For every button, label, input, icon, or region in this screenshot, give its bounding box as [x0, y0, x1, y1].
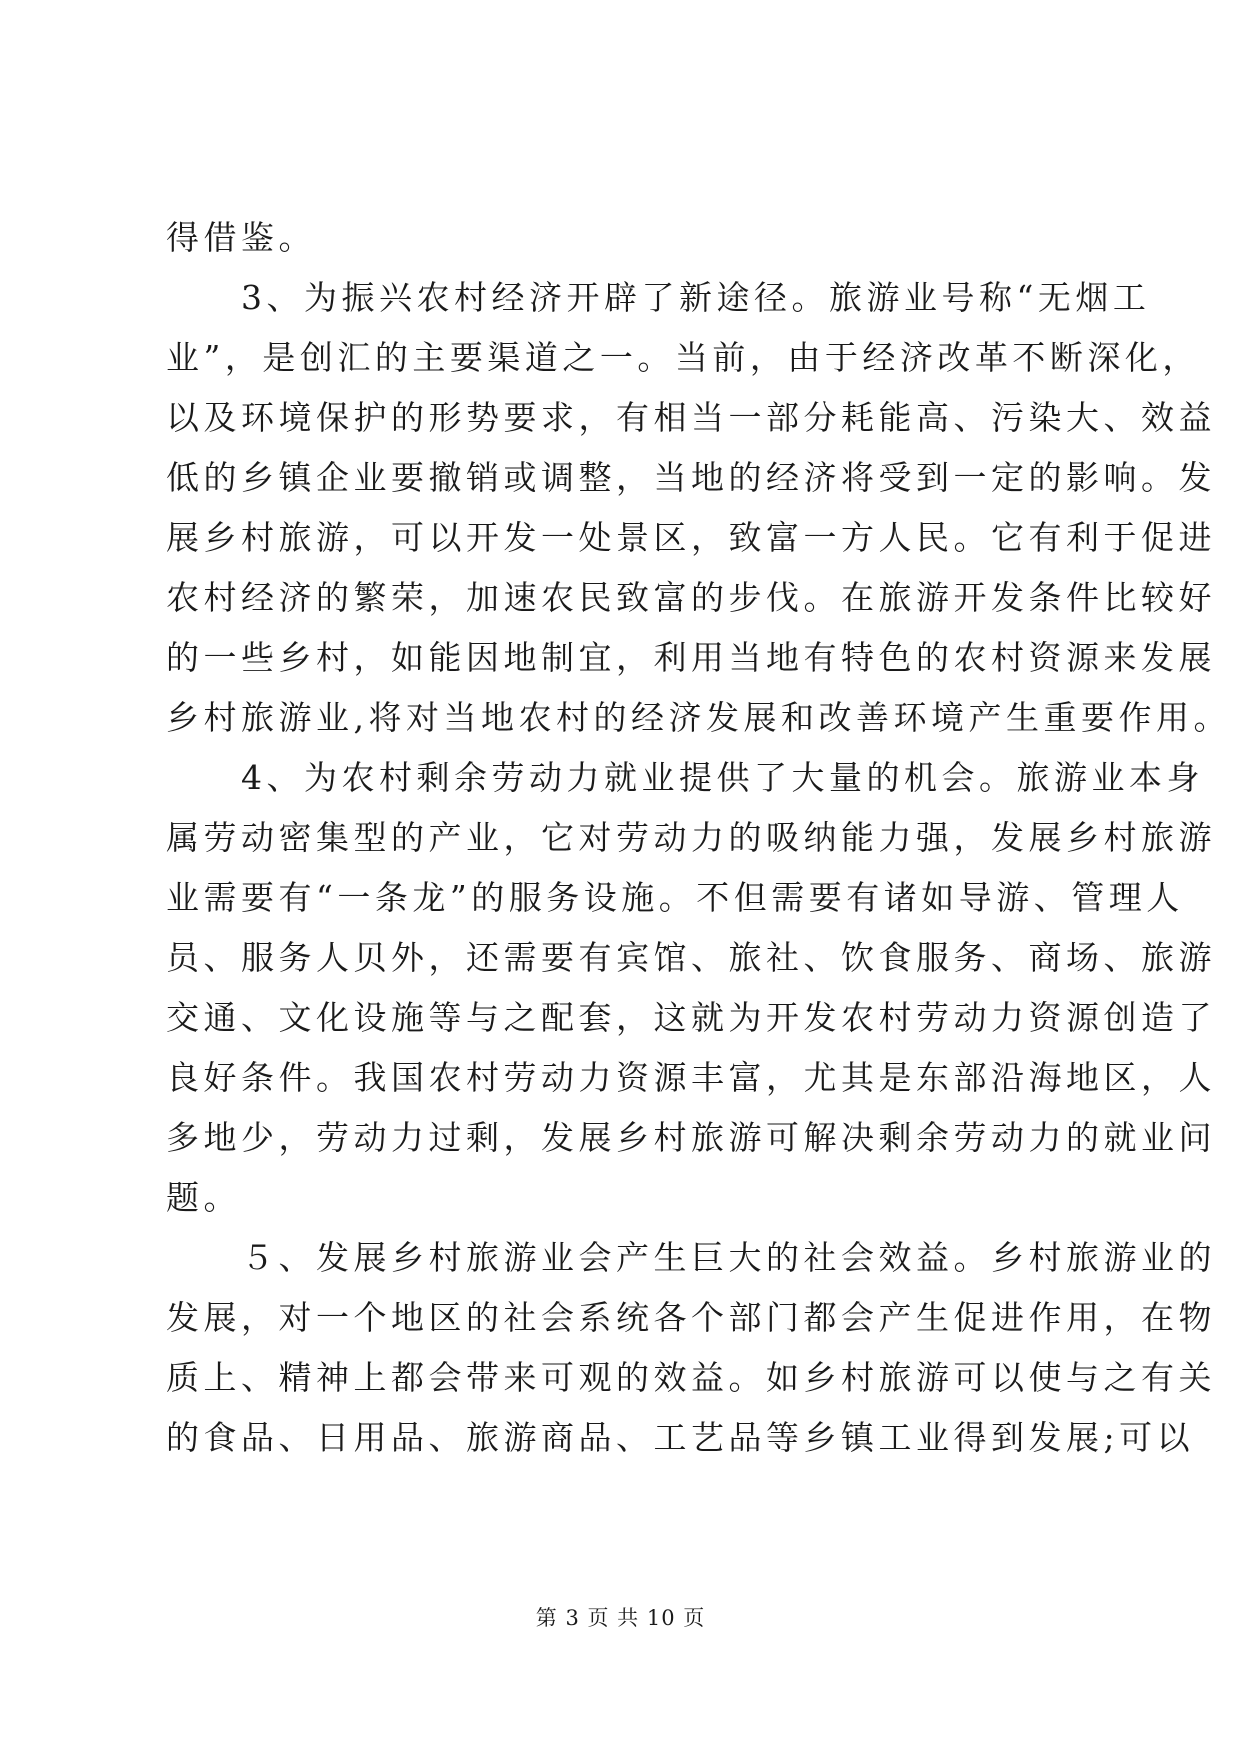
- text-line: 4、为农村剩余劳动力就业提供了大量的机会。旅游业本身: [166, 758, 1204, 797]
- text-line: 多地少，劳动力过剩，发展乡村旅游可解决剩余劳动力的就业问: [166, 1118, 1216, 1157]
- text-line: 交通、文化设施等与之配套，这就为开发农村劳动力资源创造了: [166, 998, 1216, 1037]
- text-line: 得借鉴。: [166, 218, 316, 257]
- text-line: 以及环境保护的形势要求，有相当一部分耗能高、污染大、效益: [166, 398, 1216, 437]
- text-line: 的食品、日用品、旅游商品、工艺品等乡镇工业得到发展;可以: [166, 1418, 1195, 1457]
- text-line: 属劳动密集型的产业，它对劳动力的吸纳能力强，发展乡村旅游: [166, 818, 1216, 857]
- text-line: 员、服务人贝外，还需要有宾馆、旅社、饮食服务、商场、旅游: [166, 938, 1216, 977]
- text-line: 的一些乡村，如能因地制宜，利用当地有特色的农村资源来发展: [166, 638, 1216, 677]
- text-line: 低的乡镇企业要撤销或调整，当地的经济将受到一定的影响。发: [166, 458, 1216, 497]
- text-line: 3、为振兴农村经济开辟了新途径。旅游业号称“无烟工: [166, 278, 1151, 317]
- text-line: 业”，是创汇的主要渠道之一。当前，由于经济改革不断深化，: [166, 338, 1200, 377]
- text-line: 良好条件。我国农村劳动力资源丰富，尤其是东部沿海地区，人: [166, 1058, 1216, 1097]
- text-line: 农村经济的繁荣，加速农民致富的步伐。在旅游开发条件比较好: [166, 578, 1216, 617]
- text-line: 题。: [166, 1178, 241, 1217]
- text-line: 展乡村旅游，可以开发一处景区，致富一方人民。它有利于促进: [166, 518, 1216, 557]
- page-number-footer: 第 3 页 共 10 页: [535, 1606, 706, 1630]
- text-line: ５、发展乡村旅游业会产生巨大的社会效益。乡村旅游业的: [166, 1238, 1216, 1277]
- text-line: 业需要有“一条龙”的服务设施。不但需要有诸如导游、管理人: [166, 878, 1184, 917]
- text-line: 发展，对一个地区的社会系统各个部门都会产生促进作用，在物: [166, 1298, 1216, 1337]
- body-text: [166, 208, 1231, 1468]
- text-line: 乡村旅游业,将对当地农村的经济发展和改善环境产生重要作用。: [166, 698, 1231, 737]
- text-line: 质上、精神上都会带来可观的效益。如乡村旅游可以使与之有关: [166, 1358, 1216, 1397]
